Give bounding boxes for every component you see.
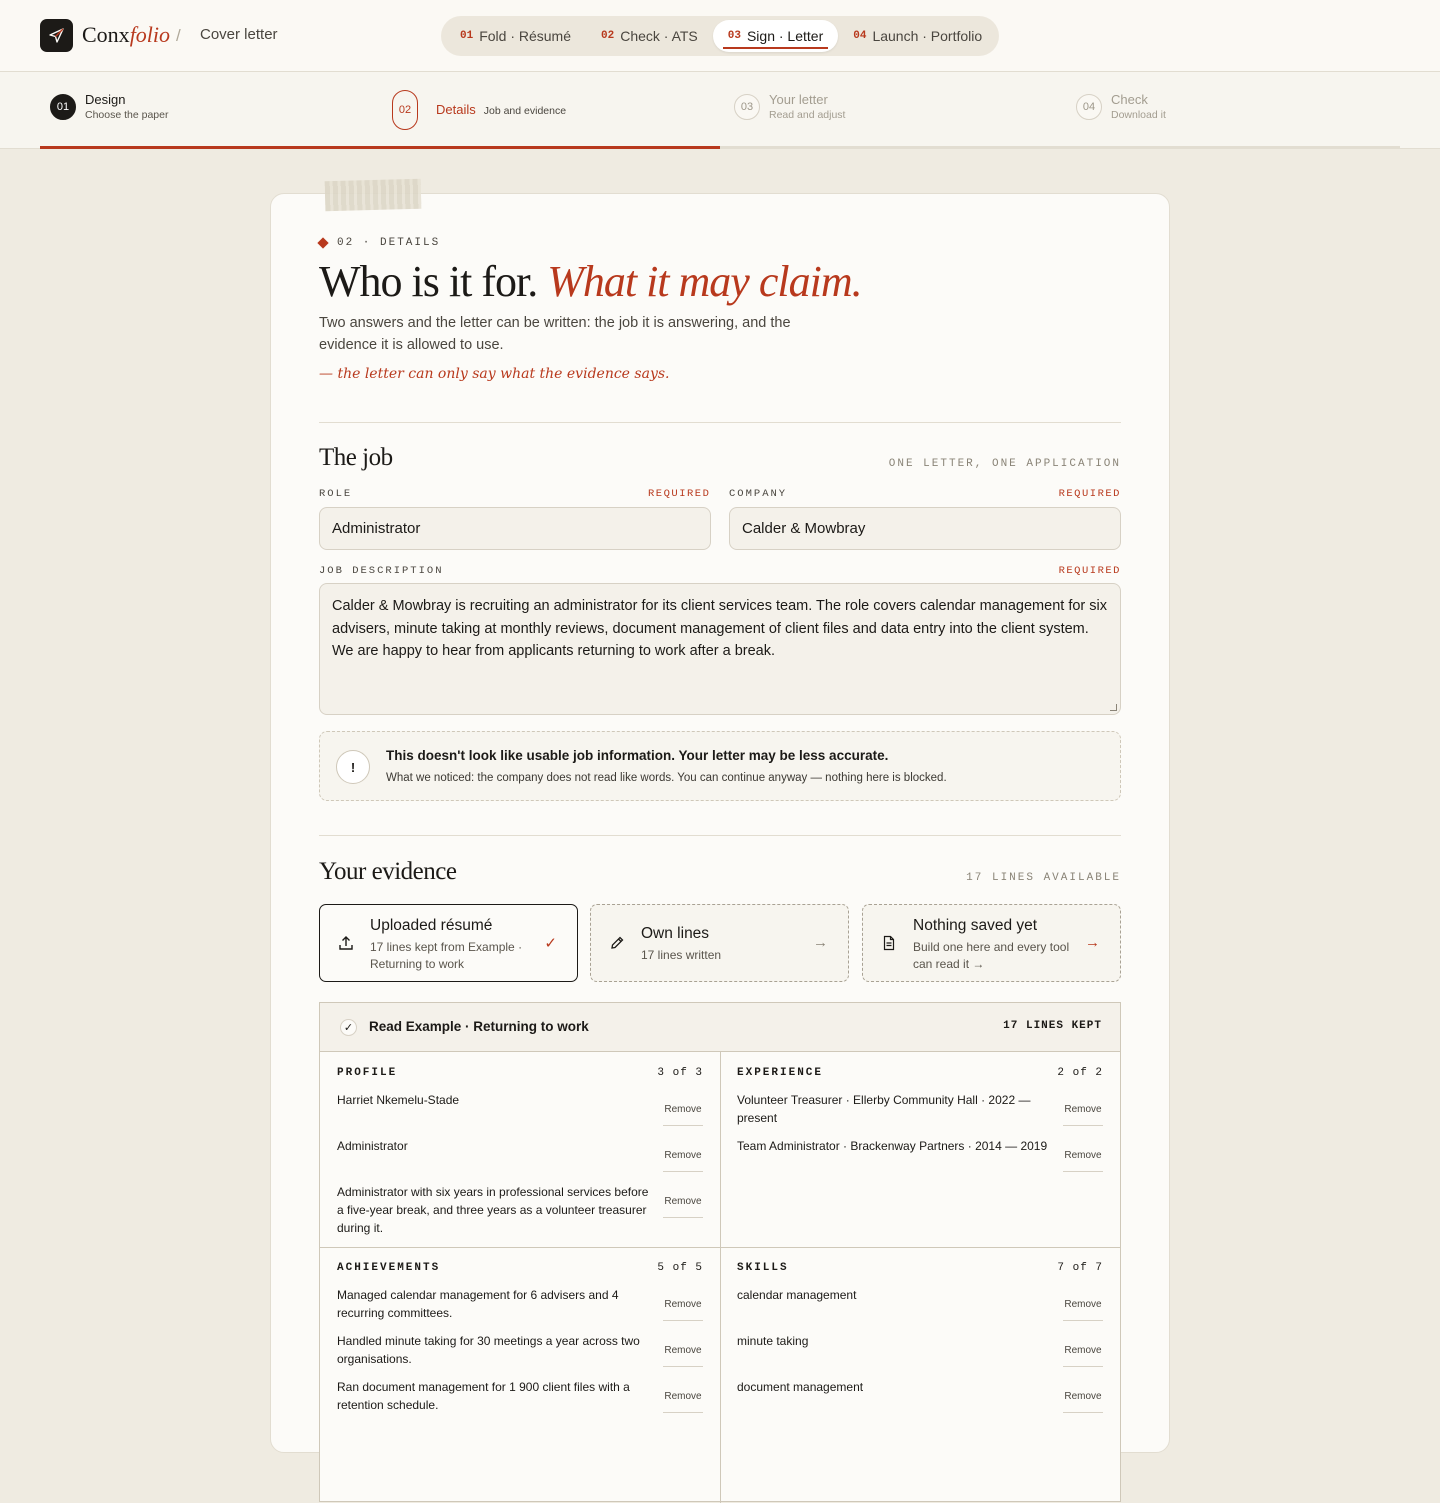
step-your-letter[interactable]	[734, 92, 845, 121]
eyebrow: 02 · DETAILS	[319, 237, 440, 249]
evidence-line-text: Harriet Nkemelu-Stade	[337, 1093, 460, 1107]
divider	[319, 422, 1121, 423]
evidence-group-skills	[737, 1262, 1103, 1442]
group-name: ACHIEVEMENTS	[337, 1262, 441, 1274]
remove-button[interactable]: Remove	[1063, 1101, 1103, 1126]
remove-button[interactable]: Remove	[663, 1101, 703, 1126]
group-name: SKILLS	[737, 1262, 789, 1274]
source-title: Uploaded résumé	[370, 917, 493, 934]
step-details[interactable]	[392, 90, 566, 130]
tool-switcher	[441, 16, 999, 56]
check-icon: ✓	[340, 1019, 357, 1036]
role-input[interactable]: Administrator	[319, 507, 711, 550]
source-uploaded-resume[interactable]	[319, 904, 578, 982]
evidence-line	[337, 1137, 703, 1183]
role-label: ROLE	[319, 488, 353, 500]
check-icon: ✓	[544, 935, 557, 952]
company-input[interactable]: Calder & Mowbray	[729, 507, 1121, 550]
logo[interactable]	[40, 19, 73, 52]
group-count: 3 of 3	[657, 1067, 703, 1079]
page-title: Who is it for. What it may claim.	[319, 257, 862, 306]
step-design[interactable]	[50, 92, 168, 121]
step-number: 03	[734, 94, 760, 120]
evidence-panel-header	[320, 1003, 1120, 1052]
tool-tab-label: Sign · Letter	[746, 28, 824, 44]
remove-button[interactable]: Remove	[1063, 1342, 1103, 1367]
group-name: EXPERIENCE	[737, 1067, 824, 1079]
handwritten-note: — the letter can only say what the evidence says.	[319, 366, 670, 382]
evidence-line	[737, 1378, 1103, 1424]
source-subtitle: 17 lines written	[641, 948, 722, 962]
evidence-line	[737, 1286, 1103, 1332]
step-title: Check	[1111, 92, 1148, 107]
tool-tab-number: 03	[727, 30, 741, 42]
warning-subtitle: What we noticed: the company does not read like words. You can continue anyway — nothing here is blocked.	[386, 772, 947, 784]
evidence-panel	[319, 1002, 1121, 1502]
warning-callout	[319, 731, 1121, 801]
top-bar	[0, 0, 1440, 72]
evidence-group-achievements	[337, 1262, 703, 1442]
evidence-line	[337, 1183, 703, 1235]
evidence-panel-title: Read Example · Returning to work	[369, 1019, 589, 1034]
upload-icon	[338, 935, 354, 951]
group-count: 7 of 7	[1057, 1262, 1103, 1274]
group-name: PROFILE	[337, 1067, 398, 1079]
tape-decoration	[325, 179, 422, 212]
evidence-line-text: Volunteer Treasurer · Ellerby Community Hall · 2022 — present	[737, 1093, 1031, 1125]
evidence-group-experience	[737, 1067, 1103, 1247]
progress-track	[40, 146, 1400, 149]
evidence-line	[337, 1332, 703, 1378]
evidence-line-text: Administrator with six years in professional services before a five-year break, and three years as a volunteer treasurer during it.	[337, 1185, 649, 1235]
job-description-text: Calder & Mowbray is recruiting an administrator for its client services team. The role covers calendar management for six advisers, minute taking at monthly reviews, document management of client files and data entry into the client system. We are happy to hear from applicants returning to work after a break.	[332, 598, 1107, 659]
stepper	[0, 72, 1440, 149]
remove-button[interactable]: Remove	[663, 1296, 703, 1321]
details-card	[270, 193, 1170, 1453]
step-subtitle: Choose the paper	[85, 109, 169, 121]
evidence-line	[337, 1286, 703, 1332]
company-label: COMPANY	[729, 488, 788, 500]
brand-name[interactable]: Conxfolio	[82, 22, 171, 47]
tool-tab-4[interactable]	[838, 20, 997, 52]
row-divider	[320, 1247, 1120, 1248]
page-lede: Two answers and the letter can be written: the job it is answering, and the evidence it is allowed to use.	[319, 315, 791, 353]
progress-fill	[40, 146, 720, 149]
source-subtitle: Build one here and every tool can read it →	[913, 940, 1070, 971]
job-description-textarea[interactable]	[319, 583, 1121, 715]
breadcrumb-current: Cover letter	[200, 26, 278, 43]
divider	[319, 835, 1121, 836]
company-required: REQUIRED	[1058, 488, 1121, 500]
evidence-line	[737, 1091, 1103, 1137]
tool-tab-label: Check · ATS	[620, 28, 698, 44]
source-nothing-saved[interactable]	[862, 904, 1121, 982]
remove-button[interactable]: Remove	[1063, 1147, 1103, 1172]
group-count: 2 of 2	[1057, 1067, 1103, 1079]
tool-tab-number: 02	[601, 30, 615, 42]
lines-kept-count: 17 LINES KEPT	[1003, 1020, 1102, 1032]
source-title: Own lines	[641, 925, 710, 942]
step-title: Details	[436, 102, 476, 117]
evidence-line	[737, 1332, 1103, 1378]
warning-title: This doesn't look like usable job information. Your letter may be less accurate.	[386, 748, 889, 763]
step-title: Design	[85, 92, 126, 107]
tool-tab-1[interactable]	[445, 20, 586, 52]
step-number: 02	[392, 90, 418, 130]
remove-button[interactable]: Remove	[663, 1147, 703, 1172]
pencil-icon	[609, 935, 625, 951]
remove-button[interactable]: Remove	[663, 1388, 703, 1413]
section-meta-evidence: 17 LINES AVAILABLE	[966, 872, 1121, 884]
remove-button[interactable]: Remove	[1063, 1388, 1103, 1413]
tool-tab-2[interactable]	[586, 20, 713, 52]
tool-tab-number: 01	[460, 30, 474, 42]
source-subtitle: 17 lines kept from Example · Returning to work	[370, 940, 523, 971]
evidence-line	[337, 1378, 703, 1424]
source-own-lines[interactable]	[590, 904, 849, 982]
step-subtitle: Job and evidence	[483, 105, 567, 117]
evidence-line-text: Team Administrator · Brackenway Partners · 2014 — 2019	[737, 1139, 1048, 1153]
breadcrumb-separator: /	[176, 26, 181, 45]
evidence-line-text: minute taking	[737, 1334, 809, 1348]
remove-button[interactable]: Remove	[1063, 1296, 1103, 1321]
source-title: Nothing saved yet	[913, 917, 1038, 934]
column-divider	[720, 1052, 721, 1503]
evidence-line-text: Ran document management for 1 900 client files with a retention schedule.	[337, 1380, 630, 1412]
job-description-required: REQUIRED	[1058, 565, 1121, 577]
step-subtitle: Download it	[1111, 109, 1166, 121]
diamond-icon	[317, 237, 328, 248]
evidence-line-text: Handled minute taking for 30 meetings a year across two organisations.	[337, 1334, 640, 1366]
alert-icon: !	[336, 750, 370, 784]
tool-tab-label: Launch · Portfolio	[872, 28, 983, 44]
tool-tab-3[interactable]	[713, 20, 838, 52]
section-title-evidence: Your evidence	[319, 858, 457, 885]
step-number: 04	[1076, 94, 1102, 120]
step-subtitle: Read and adjust	[769, 109, 846, 121]
resize-handle-icon[interactable]	[1110, 704, 1117, 711]
evidence-line-text: Managed calendar management for 6 advisers and 4 recurring committees.	[337, 1288, 619, 1320]
evidence-line-text: calendar management	[737, 1288, 857, 1302]
paper-plane-icon	[48, 27, 65, 44]
arrow-right-icon: →	[813, 934, 828, 951]
section-meta-job: ONE LETTER, ONE APPLICATION	[888, 458, 1121, 470]
evidence-line-text: document management	[737, 1380, 864, 1394]
step-title: Your letter	[769, 92, 828, 107]
evidence-line	[337, 1091, 703, 1137]
tool-tab-label: Fold · Résumé	[479, 28, 572, 44]
evidence-line-text: Administrator	[337, 1139, 408, 1153]
section-title-job: The job	[319, 444, 393, 471]
step-check[interactable]	[1076, 92, 1166, 121]
step-number: 01	[50, 94, 76, 120]
tool-tab-number: 04	[853, 30, 867, 42]
remove-button[interactable]: Remove	[663, 1193, 703, 1218]
document-icon	[881, 935, 897, 951]
evidence-line	[737, 1137, 1103, 1183]
role-required: REQUIRED	[648, 488, 711, 500]
group-count: 5 of 5	[657, 1262, 703, 1274]
arrow-right-icon: →	[1085, 934, 1100, 951]
evidence-group-profile	[337, 1067, 703, 1247]
job-description-label: JOB DESCRIPTION	[319, 565, 444, 577]
remove-button[interactable]: Remove	[663, 1342, 703, 1367]
